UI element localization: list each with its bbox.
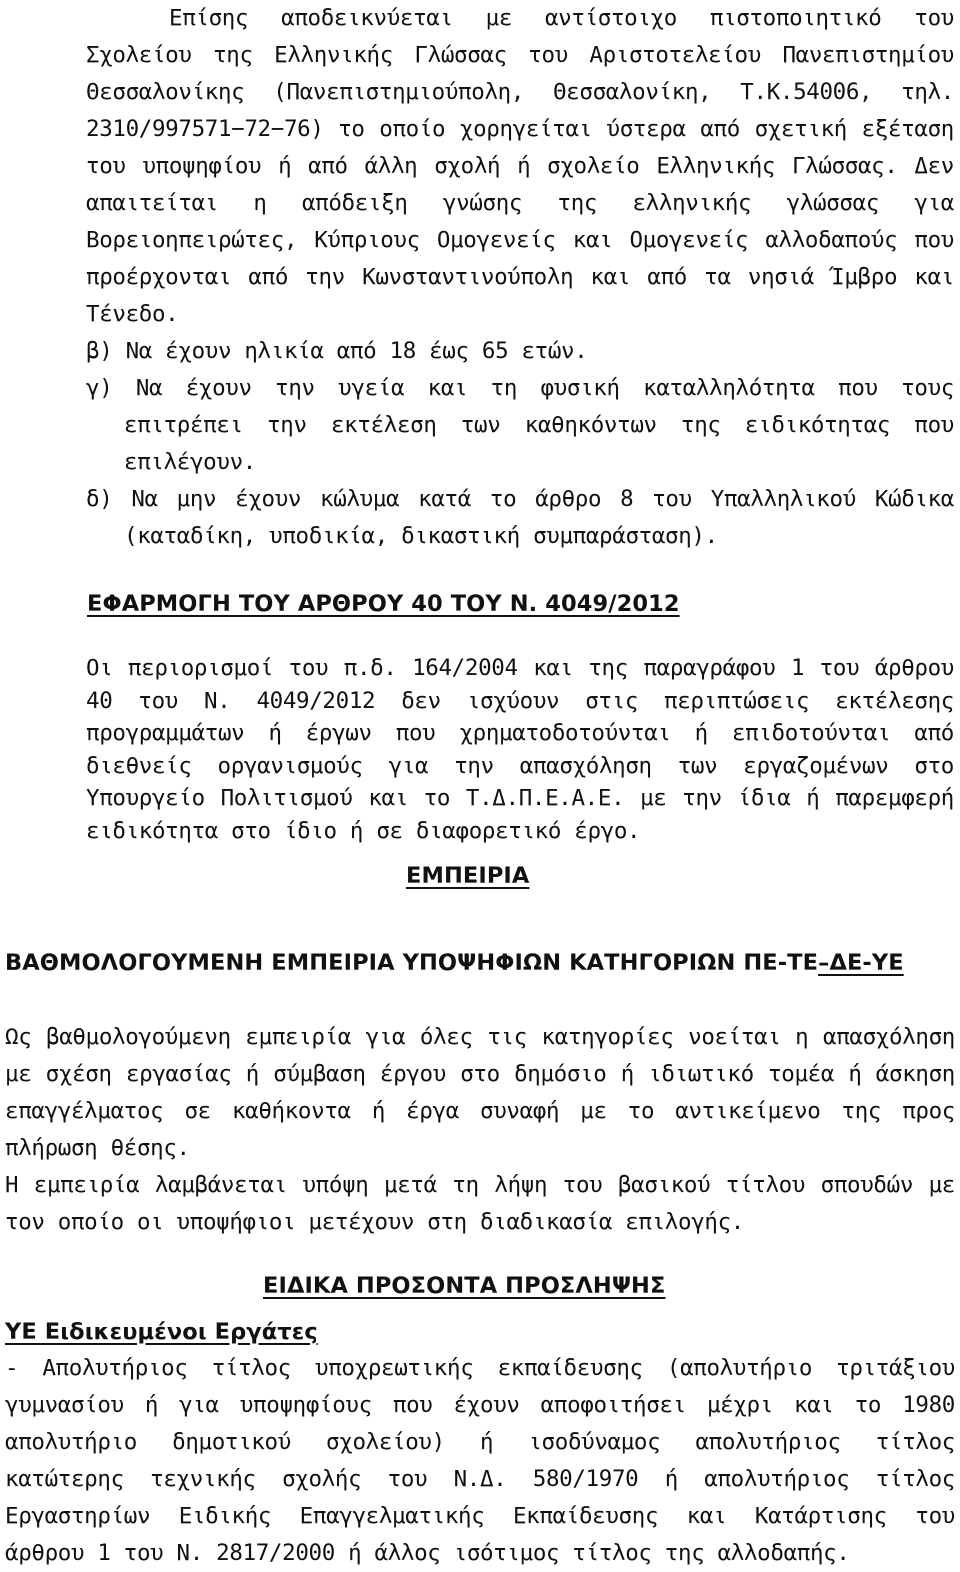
scored-experience-heading-underlined: –ΔΕ-ΥΕ [818, 950, 904, 976]
experience-section [5, 1019, 955, 1241]
knowledge-section [86, 0, 954, 555]
scored-experience-heading-text: ΒΑΘΜΟΛΟΓΟΥΜΕΝΗ ΕΜΠΕΙΡΙΑ ΥΠΟΨΗΦΙΩΝ ΚΑΤΗΓΟΡΙΩΝ ΠΕ-ΤΕ [5, 950, 819, 976]
specialized-workers-heading: ΥΕ Ειδικευμένοι Εργάτες [5, 1319, 318, 1345]
qualifications-section [5, 1350, 955, 1572]
greek-language-paragraph: Επίσης αποδεικνύεται με αντίστοιχο πιστοποιητικό του Σχολείου της Ελληνικής Γλώσσας του Αριστοτελείου Πανεπιστημίου Θεσσαλονίκης (Πανεπιστημιούπολη, Θεσσαλονίκη, Τ.Κ.54006, τηλ. 2310/997571−72−76) το οποίο χορηγείται ύστερα από σχετική εξέταση του υποψηφίου ή από άλλη σχολή ή σχολείο Ελληνικής Γλώσσας. Δεν απαιτείται η απόδειξη γνώσης της ελληνικής γλώσσας για Βορειοηπειρώτες, Κύπριους Ομογενείς και Ομογενείς αλλοδαπούς που προέρχονται από την Κωνσταντινούπολη και από τα νησιά Ίμβρο και Τένεδο. [86, 5, 954, 327]
qualifications-paragraph: - Απολυτήριος τίτλος υποχρεωτικής εκπαίδευσης (απολυτήριο τριτάξιου γυμνασίου ή για υποψηφίους που έχουν αποφοιτήσει μέχρι και το 1980 απολυτήριο δημοτικού σχολείου) ή ισοδύναμος απολυτήριος τίτλος κατώτερης τεχνικής σχολής του Ν.Δ. 580/1970 ή απολυτήριος τίτλος Εργαστηρίων Ειδικής Επαγγελματικής Εκπαίδευσης και Κατάρτισης του άρθρου 1 του Ν. 2817/2000 ή άλλος ισότιμος τίτλος της αλλοδαπής. [5, 1355, 955, 1566]
requirement-item-health: γ) Να έχουν την υγεία και τη φυσική καταλληλότητα που τους επιτρέπει την εκτέλεση των καθηκόντων της ειδικότητας που επιλέγουν. [86, 375, 954, 475]
requirement-item-age: β) Να έχουν ηλικία από 18 έως 65 ετών. [86, 338, 588, 364]
article40-section [86, 652, 954, 847]
special-qualifications-heading: ΕΙΔΙΚΑ ΠΡΟΣΟΝΤΑ ΠΡΟΣΛΗΨΗΣ [263, 1273, 666, 1299]
experience-timing-paragraph: Η εμπειρία λαμβάνεται υπόψη μετά τη λήψη του βασικού τίτλου σπουδών με τον οποίο οι υποψήφιοι μετέχουν στη διαδικασία επιλογής. [5, 1172, 955, 1235]
requirement-item-impediment: δ) Να μην έχουν κώλυμα κατά το άρθρο 8 του Υπαλληλικού Κώδικα (καταδίκη, υποδικία, δικαστική συμπαράσταση). [86, 486, 954, 549]
article40-heading: ΕΦΑΡΜΟΓΗ ΤΟΥ ΑΡΘΡΟΥ 40 ΤΟΥ Ν. 4049/2012 [87, 591, 680, 617]
experience-heading: ΕΜΠΕΙΡΙΑ [406, 863, 530, 889]
scored-experience-heading [5, 945, 955, 982]
experience-definition-paragraph: Ως βαθμολογούμενη εμπειρία για όλες τις κατηγορίες νοείται η απασχόληση με σχέση εργασίας ή σύμβαση έργου στο δημόσιο ή ιδιωτικό τομέα ή άσκηση επαγγέλματος σε καθήκοντα ή έργα συναφή με το αντικείμενο της προς πλήρωση θέσης. [5, 1024, 955, 1161]
article40-paragraph: Οι περιορισμοί του π.δ. 164/2004 και της παραγράφου 1 του άρθρου 40 του Ν. 4049/2012 δεν ισχύουν στις περιπτώσεις εκτέλεσης προγραμμάτων ή έργων που χρηματοδοτούνται ή επιδοτούνται από διεθνείς οργανισμούς για την απασχόληση των εργαζομένων στο Υπουργείο Πολιτισμού και το Τ.Δ.Π.Ε.Α.Ε. με την ίδια ή παρεμφερή ειδικότητα στο ίδιο ή σε διαφορετικό έργο. [86, 655, 954, 844]
